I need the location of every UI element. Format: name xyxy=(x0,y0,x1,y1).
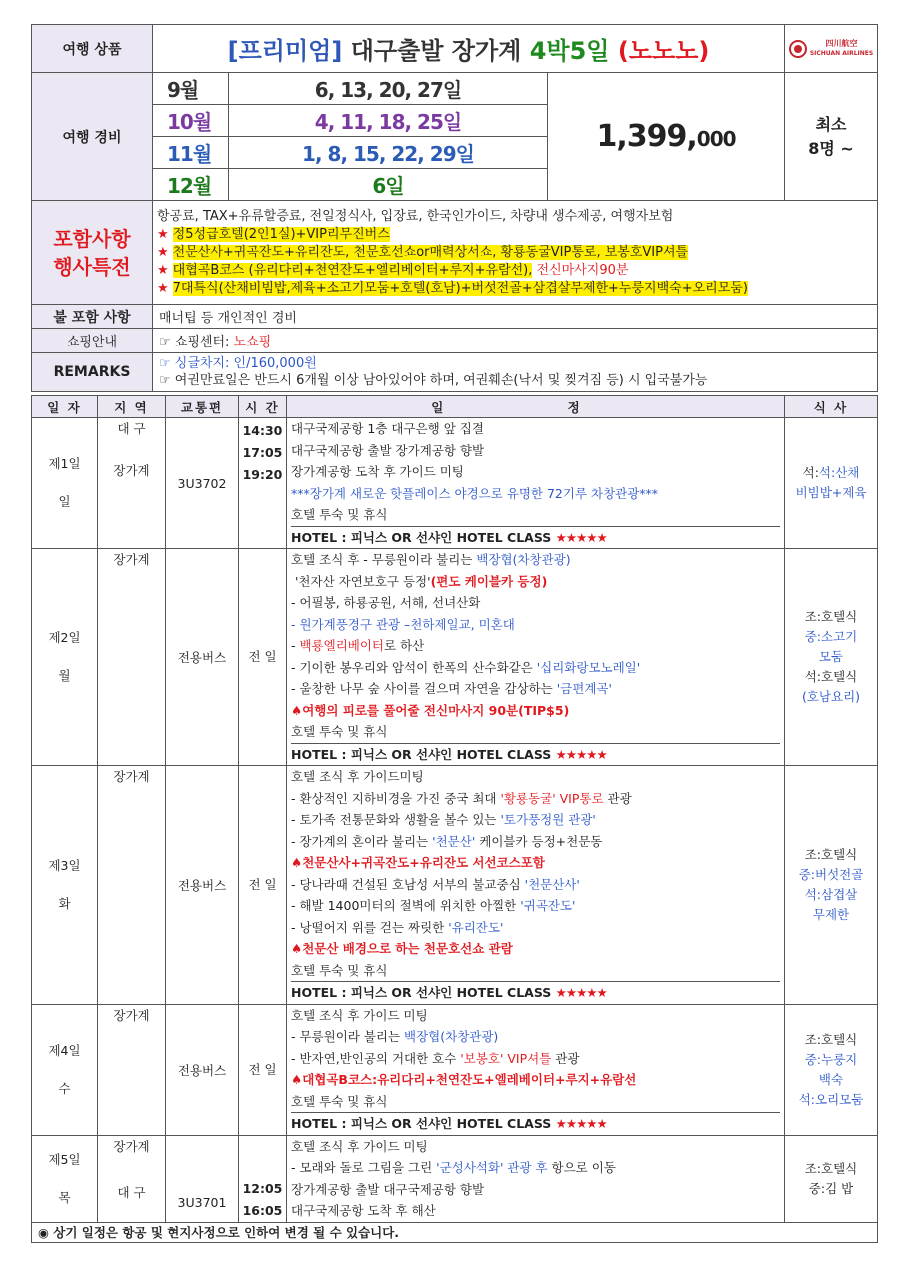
header-day: 일 자 xyxy=(32,396,98,418)
title-route: 대구출발 장가계 xyxy=(350,37,522,65)
included-label-1: 포함사항 xyxy=(53,226,131,251)
footer-note: ◉ 상기 일정은 항공 및 현지사정으로 인하여 변경 될 수 있습니다. xyxy=(32,1222,878,1242)
month-nov: 11월 xyxy=(153,137,229,169)
min-people xyxy=(785,73,878,201)
day-location: 장가계 xyxy=(98,1004,166,1135)
remarks-line-1: ☞ 싱글차지: 인/160,000원 xyxy=(159,356,317,371)
included-label xyxy=(32,201,153,305)
shopping-value: 노쇼핑 xyxy=(233,335,272,350)
day-schedule: 호텔 조식 후 가이드 미팅 - 무릉원이라 불리는 백장협(차창관광) - 반자연,반인공의 거대한 호수 '보봉호' VIP셔틀 관광 ♠대협곡B코스:유리다리+천연잔도+엘레베이터+루지+유람선 호텔 투숙 및 휴식 HOTEL : 피닉스 OR 선샤인 HOTEL CLASS ★★★★★ xyxy=(287,1004,785,1135)
header-region: 지 역 xyxy=(98,396,166,418)
month-oct: 10월 xyxy=(153,105,229,137)
day-label: 제2일 월 xyxy=(32,549,98,766)
header-meal: 식 사 xyxy=(785,396,878,418)
dates-oct: 4, 11, 18, 25일 xyxy=(229,105,548,137)
price xyxy=(548,73,785,201)
five-star-rating-icon: ★★★★★ xyxy=(555,529,607,545)
day-meal: 석:석:산채 비빔밥+제육 xyxy=(785,418,878,549)
month-sep: 9월 xyxy=(153,73,229,105)
shopping-prefix: ☞ 쇼핑센터: xyxy=(159,335,230,350)
day-row-2 xyxy=(32,549,878,766)
included-line-2: 천문산사+귀곡잔도+유리잔도, 천문호선쇼or매력상서쇼, 황룡동굴VIP통로, 보봉호VIP셔틀 xyxy=(172,244,689,260)
day-time: 14:30 17:05 19:20 xyxy=(239,418,287,549)
day-location: 장가계 xyxy=(98,549,166,766)
month-dec: 12월 xyxy=(153,169,229,201)
five-star-rating-icon: ★★★★★ xyxy=(555,746,607,762)
day-transport: 전용버스 xyxy=(166,766,239,1005)
included-line-3b: 전신마사지90분 xyxy=(532,262,629,278)
day-label: 제4일 수 xyxy=(32,1004,98,1135)
header-schedule: 일 정 xyxy=(287,396,785,418)
product-title xyxy=(153,25,785,73)
star-icon: ★ xyxy=(157,280,169,296)
airline-name-cn: 四川航空 xyxy=(825,39,858,48)
day-location: 장가계 xyxy=(98,766,166,1005)
dates-sep: 6, 13, 20, 27일 xyxy=(229,73,548,105)
hotel-line: HOTEL : 피닉스 OR 선샤인 HOTEL CLASS ★★★★★ xyxy=(291,743,780,766)
day-schedule: 호텔 조식 후 가이드미팅 - 환상적인 지하비경을 가진 중국 최대 '황룡동굴' VIP통로 관광 - 토가족 전통문화와 생활을 볼수 있는 '토가풍정원 관광' - 장가계의 혼이라 불리는 '천문산' 케이블카 등정+천문동 ♠천문산사+귀곡잔도+유리잔도 서선코스포함 - 당나라때 건설된 호남성 서부의 불교중심 '천문산사' - 해발 1400미터의 절벽에 위치한 아찔한 '귀곡잔도' - 낭떨어지 위를 걷는 짜릿한 '유리잔도' ♠천문산 배경으로 하는 천문호선쇼 관람 호텔 투숙 및 휴식 HOTEL : 피닉스 OR 선샤인 HOTEL CLASS ★★★★★ xyxy=(287,766,785,1005)
day-row-3 xyxy=(32,766,878,1005)
shopping-label: 쇼핑안내 xyxy=(32,329,153,353)
day-meal: 조:호텔식 중:김 밥 xyxy=(785,1135,878,1222)
itinerary-page xyxy=(31,24,877,1243)
itinerary-table xyxy=(31,395,878,1243)
title-nonono: (노노노) xyxy=(617,37,710,65)
price-tail: 000 xyxy=(696,127,736,151)
day-meal: 조:호텔식 중:버섯전골 석:삼겹살 무제한 xyxy=(785,766,878,1005)
fees-label: 여행 경비 xyxy=(32,73,153,201)
excluded-label: 불 포함 사항 xyxy=(32,305,153,329)
header-time: 시 간 xyxy=(239,396,287,418)
day-transport: 3U3701 xyxy=(166,1135,239,1222)
star-icon: ★ xyxy=(157,262,169,278)
day-label: 제3일 화 xyxy=(32,766,98,1005)
remarks-text xyxy=(153,353,878,392)
star-icon: ★ xyxy=(157,244,169,260)
included-line-0: 항공료, TAX+유류할증료, 전일정식사, 입장료, 한국인가이드, 차량내 생수제공, 여행자보험 xyxy=(157,208,674,224)
day-schedule: 호텔 조식 후 - 무릉원이라 불리는 백장협(차창관광) '천자산 자연보호구 등정'(편도 케이블카 등정) - 어필봉, 하룡공원, 서해, 선녀산화 - 원가계풍경구 관광 –천하제일교, 미혼대 - 백룡엘리베이터로 하산 - 기이한 봉우리와 암석이 한폭의 산수화같은 '십리화랑모노레일' - 울창한 나무 숲 사이를 걸으며 자연을 감상하는 '금편계곡' ♠여행의 피로를 풀어줄 전신마사지 90분(TIP$5) 호텔 투숙 및 휴식 HOTEL : 피닉스 OR 선샤인 HOTEL CLASS ★★★★★ xyxy=(287,549,785,766)
dates-dec: 6일 xyxy=(229,169,548,201)
excluded-text: 매너팁 등 개인적인 경비 xyxy=(153,305,878,329)
hotel-line: HOTEL : 피닉스 OR 선샤인 HOTEL CLASS ★★★★★ xyxy=(291,981,780,1004)
remarks-line-2: ☞ 여권만료일은 반드시 6개월 이상 남아있어야 하며, 여권훼손(낙서 및 찢겨짐 등) 시 입국불가능 xyxy=(159,373,708,388)
min-label: 최소 xyxy=(815,114,847,134)
day-label: 제5일 목 xyxy=(32,1135,98,1222)
included-line-4: 7대특식(산채비빔밥,제육+소고기모둠+호텔(호남)+버섯전골+삼겹살무제한+누룽지백숙+오리모둠) xyxy=(172,280,748,296)
star-icon: ★ xyxy=(157,226,169,242)
remarks-label: REMARKS xyxy=(32,353,153,392)
header-transport: 교통편 xyxy=(166,396,239,418)
included-label-2: 행사특전 xyxy=(53,254,131,279)
included-body xyxy=(153,201,878,305)
min-count: 8명 ~ xyxy=(808,138,854,158)
airline-logo xyxy=(785,25,878,73)
day-time: 전 일 xyxy=(239,549,287,766)
price-main: 1,399, xyxy=(596,119,697,154)
day-location: 대 구 장가계 xyxy=(98,418,166,549)
day-meal: 조:호텔식 중:소고기 모둠 석:호텔식 (호남요리) xyxy=(785,549,878,766)
shopping-text xyxy=(153,329,878,353)
day-time: 전 일 xyxy=(239,766,287,1005)
day-transport: 전용버스 xyxy=(166,549,239,766)
day-schedule: 호텔 조식 후 가이드 미팅 - 모래와 돌로 그림을 그린 '군성사석화' 관광 후 항으로 이동 장가계공항 출발 대구국제공항 향발 대구국제공항 도착 후 해산 xyxy=(287,1135,785,1222)
hotel-line: HOTEL : 피닉스 OR 선샤인 HOTEL CLASS ★★★★★ xyxy=(291,1112,780,1135)
day-label: 제1일 일 xyxy=(32,418,98,549)
day-row-5 xyxy=(32,1135,878,1222)
five-star-rating-icon: ★★★★★ xyxy=(555,985,607,1000)
day-transport: 3U3702 xyxy=(166,418,239,549)
hotel-line: HOTEL : 피닉스 OR 선샤인 HOTEL CLASS ★★★★★ xyxy=(291,526,780,549)
sichuan-airlines-logo-icon xyxy=(789,40,807,58)
day-schedule: 대구국제공항 1층 대구은행 앞 집결 대구국제공항 출발 장가계공항 향발 장가계공항 도착 후 가이드 미팅 ***장가계 새로운 핫플레이스 야경으로 유명한 72기루 차창관광*** 호텔 투숙 및 휴식 HOTEL : 피닉스 OR 선샤인 HOTEL CLASS ★★★★★ xyxy=(287,418,785,549)
dates-nov: 1, 8, 15, 22, 29일 xyxy=(229,137,548,169)
title-duration: 4박5일 xyxy=(529,37,610,65)
product-info-table xyxy=(31,24,878,392)
title-premium: [프리미엄] xyxy=(227,37,343,65)
five-star-rating-icon: ★★★★★ xyxy=(555,1116,607,1131)
day-meal: 조:호텔식 중:누룽지 백숙 석:오리모둠 xyxy=(785,1004,878,1135)
day-row-1 xyxy=(32,418,878,549)
airline-name-en: SICHUAN AIRLINES xyxy=(809,50,874,57)
product-label: 여행 상품 xyxy=(32,25,153,73)
day-time: 전 일 xyxy=(239,1004,287,1135)
included-line-1: 정5성급호텔(2인1실)+VIP리무진버스 xyxy=(172,226,390,242)
day-location: 장가계 대 구 xyxy=(98,1135,166,1222)
included-line-3a: 대협곡B코스 (유리다리+천연잔도+엘리베이터+루지+유람선), xyxy=(172,262,533,278)
day-row-4 xyxy=(32,1004,878,1135)
day-transport: 전용버스 xyxy=(166,1004,239,1135)
day-time: 12:05 16:05 xyxy=(239,1135,287,1222)
